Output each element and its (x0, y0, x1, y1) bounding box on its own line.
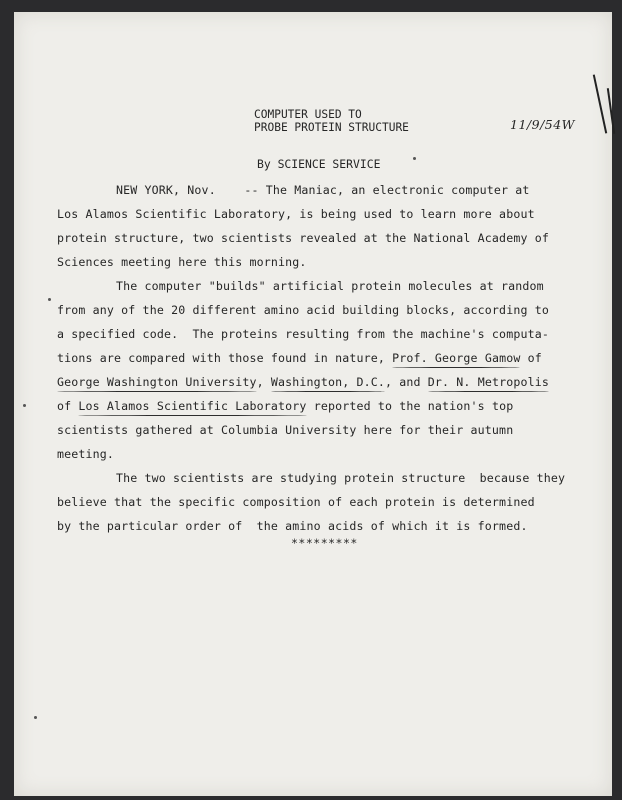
text-run: reported to the nation's top (306, 399, 514, 413)
date-stamp: 11/9/54W (510, 117, 576, 132)
paragraph-1-line: protein structure, two scientists revealed at the National Academy of (57, 231, 549, 245)
end-mark: ********* (291, 536, 358, 550)
paragraph-2-line (57, 351, 542, 365)
underlined-name: Dr. N. Metropolis (427, 375, 549, 389)
headline-line: PROBE PROTEIN STRUCTURE (254, 121, 409, 134)
paragraph-1-line: NEW YORK, Nov. -- The Maniac, an electronic computer at (116, 183, 530, 197)
paragraph-2-line (57, 399, 513, 413)
text-run: tions are compared with those found in nature, (57, 351, 393, 365)
paragraph-3-line: by the particular order of the amino acids of which it is formed. (57, 519, 528, 533)
underlined-name: Prof. George Gamow (392, 351, 521, 365)
underlined-place: Washington, D.C. (270, 375, 385, 389)
headline (254, 108, 409, 134)
text-run: , (256, 375, 271, 389)
underlined-institution: George Washington University (57, 375, 257, 389)
paragraph-2-line: meeting. (57, 447, 115, 461)
document-page (14, 12, 612, 796)
text-run: of (57, 399, 79, 413)
byline: By SCIENCE SERVICE (257, 157, 381, 171)
underlined-institution: Los Alamos Scientific Laboratory (78, 399, 307, 413)
text-run: , and (385, 375, 428, 389)
headline-line: COMPUTER USED TO (254, 108, 362, 121)
text-run: of (520, 351, 542, 365)
paragraph-2-line: The computer "builds" artificial protein molecules at random (116, 279, 544, 293)
paragraph-2-line: from any of the 20 different amino acid building blocks, according to (57, 303, 549, 317)
typed-document (14, 12, 612, 796)
paragraph-1-line: Los Alamos Scientific Laboratory, is being used to learn more about (57, 207, 535, 221)
paragraph-3-line: The two scientists are studying protein structure because they (116, 471, 566, 485)
paragraph-1-line: Sciences meeting here this morning. (57, 255, 307, 269)
paragraph-2-line: scientists gathered at Columbia University here for their autumn (57, 423, 514, 437)
paragraph-2-line (57, 375, 549, 389)
paragraph-3-line: believe that the specific composition of each protein is determined (57, 495, 535, 509)
paragraph-2-line: a specified code. The proteins resulting from the machine's computa- (57, 327, 549, 341)
